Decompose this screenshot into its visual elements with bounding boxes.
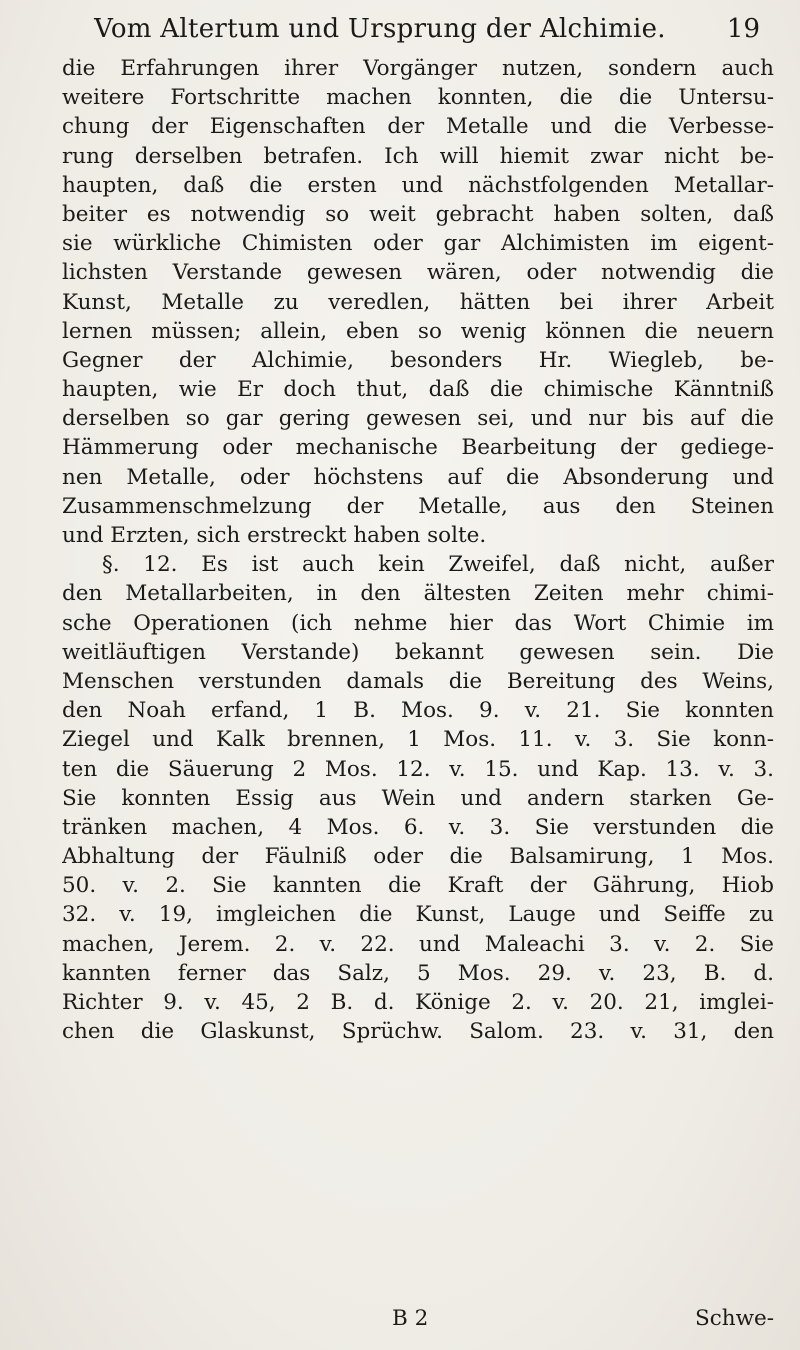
text-line: Hämmerung oder mechanische Bearbeitung der gediege- [62,435,774,461]
text-line: Gegner der Alchimie, besonders Hr. Wiegleb, be- [62,347,774,373]
text-line: nen Metalle, oder höchstens auf die Absonderung und [62,464,774,490]
text-line: Ziegel und Kalk brennen, 1 Mos. 11. v. 3. Sie konn- [62,727,774,753]
section-start-line: §. 12. Es ist auch kein Zweifel, daß nicht, außer [102,552,774,578]
text-line: weitläuftigen Verstande) bekannt gewesen sein. Die [62,639,774,665]
text-line: den Metallarbeiten, in den ältesten Zeiten mehr chimi- [62,581,774,607]
text-line: weitere Fortschritte machen konnten, die die Untersu- [62,85,774,111]
text-line: sche Operationen (ich nehme hier das Wort Chimie im [62,610,774,636]
text-line: haupten, wie Er doch thut, daß die chimische Känntniß [62,377,774,403]
text-line: Abhaltung der Fäulniß oder die Balsamirung, 1 Mos. [62,844,774,870]
text-line: lernen müssen; allein, eben so wenig können die neuern [62,318,774,344]
page-number: 19 [726,14,760,44]
text-line: 32. v. 19, imgleichen die Kunst, Lauge und Seiffe zu [62,902,774,928]
text-line: Menschen verstunden damals die Bereitung des Weins, [62,668,774,694]
text-line: kannten ferner das Salz, 5 Mos. 29. v. 23, B. d. [62,960,774,986]
text-line: sie würkliche Chimisten oder gar Alchimisten im eigent- [62,231,774,257]
text-line: chung der Eigenschaften der Metalle und die Verbesse- [62,114,774,140]
text-line: derselben so gar gering gewesen sei, und nur bis auf die [62,406,774,432]
signature-mark: B 2 [392,1306,429,1331]
text-line: und Erzten, sich erstreckt haben solte. [62,523,487,548]
text-line: rung derselben betrafen. Ich will hiemit zwar nicht be- [62,143,774,169]
text-line: lichsten Verstande gewesen wären, oder notwendig die [62,260,774,286]
page-header [60,8,760,56]
running-head: Vom Altertum und Ursprung der Alchimie. [94,14,666,44]
text-line: den Noah erfand, 1 B. Mos. 9. v. 21. Sie konnten [62,698,774,724]
text-line: ten die Säuerung 2 Mos. 12. v. 15. und Kap. 13. v. 3. [62,756,774,782]
text-line: machen, Jerem. 2. v. 22. und Maleachi 3. v. 2. Sie [62,931,774,957]
catchword: Schwe- [694,1306,774,1331]
page-footer [62,1306,774,1336]
text-line: Richter 9. v. 45, 2 B. d. Könige 2. v. 20. 21, imglei- [62,990,774,1015]
text-line: Zusammenschmelzung der Metalle, aus den Steinen [62,493,774,519]
text-line: 50. v. 2. Sie kannten die Kraft der Gährung, Hiob [62,873,774,899]
text-line: die Erfahrungen ihrer Vorgänger nutzen, sondern auch [62,56,774,81]
text-line: Kunst, Metalle zu veredlen, hätten bei ihrer Arbeit [62,289,774,315]
text-line: beiter es notwendig so weit gebracht haben solten, daß [62,201,774,227]
text-line: Sie konnten Essig aus Wein und andern starken Ge- [62,785,774,811]
body-text [62,54,774,1046]
text-line: haupten, daß die ersten und nächstfolgenden Metallar- [62,172,774,198]
text-line: tränken machen, 4 Mos. 6. v. 3. Sie verstunden die [62,814,774,840]
text-line: chen die Glaskunst, Sprüchw. Salom. 23. v. 31, den [62,1019,774,1045]
